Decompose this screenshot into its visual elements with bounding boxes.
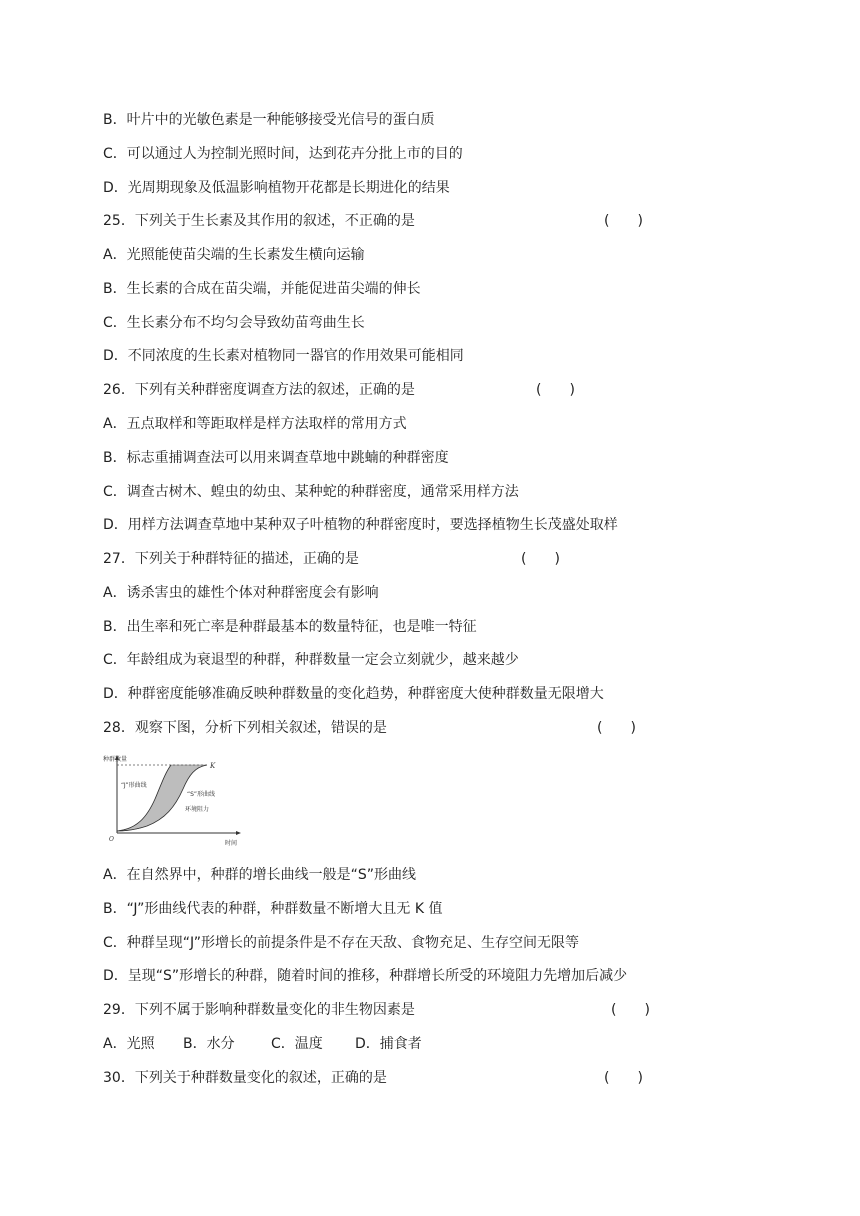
- option-28-a: A．在自然界中，种群的增长曲线一般是“S”形曲线: [103, 867, 416, 883]
- question-25: 25．下列关于生长素及其作用的叙述，不正确的是: [103, 213, 415, 229]
- question-28: 28．观察下图，分析下列相关叙述，错误的是: [103, 720, 387, 736]
- question-27: 27．下列关于种群特征的描述，正确的是: [103, 551, 359, 567]
- answer-paren-29: ( ): [611, 1002, 650, 1018]
- option-29-b: B．水分: [183, 1036, 235, 1052]
- y-axis-label: 种群数量: [103, 756, 128, 763]
- option-29-c: C．温度: [271, 1036, 323, 1052]
- option-29-d: D．捕食者: [355, 1036, 422, 1052]
- option-29-a: A．光照: [103, 1036, 155, 1052]
- option-27-d: D．种群密度能够准确反映种群数量的变化趋势，种群密度大使种群数量无限增大: [103, 686, 604, 702]
- answer-paren-28: ( ): [597, 720, 636, 736]
- answer-paren-30: ( ): [604, 1070, 643, 1086]
- option-25-d: D．不同浓度的生长素对植物同一器官的作用效果可能相同: [103, 348, 464, 364]
- line-c-flower-market: C．可以通过人为控制光照时间，达到花卉分批上市的目的: [103, 146, 463, 162]
- option-26-b: B．标志重捕调查法可以用来调查草地中跳蝻的种群密度: [103, 450, 449, 466]
- population-growth-figure: [103, 751, 243, 847]
- question-29: 29．下列不属于影响种群数量变化的非生物因素是: [103, 1002, 415, 1018]
- options-29: [103, 1035, 422, 1053]
- origin-label: O: [109, 836, 114, 843]
- option-26-a: A．五点取样和等距取样是样方法取样的常用方式: [103, 416, 407, 432]
- environmental-resistance-area: [117, 765, 210, 831]
- k-label: K: [210, 762, 216, 770]
- option-27-c: C．年龄组成为衰退型的种群，种群数量一定会立刻就少，越来越少: [103, 652, 519, 668]
- option-26-c: C．调查古树木、蝗虫的幼虫、某种蛇的种群密度，通常采用样方法: [103, 484, 519, 500]
- line-b-photosensitive: B．叶片中的光敏色素是一种能够接受光信号的蛋白质: [103, 112, 435, 128]
- s-curve-label: “S”形曲线: [187, 791, 216, 798]
- option-26-d: D．用样方法调查草地中某种双子叶植物的种群密度时，要选择植物生长茂盛处取样: [103, 517, 618, 533]
- option-28-c: C．种群呈现“J”形增长的前提条件是不存在天敌、食物充足、生存空间无限等: [103, 935, 579, 951]
- answer-paren-25: ( ): [604, 213, 643, 229]
- option-25-a: A．光照能使苗尖端的生长素发生横向运输: [103, 247, 365, 263]
- option-28-b: B．“J”形曲线代表的种群，种群数量不断增大且无 K 值: [103, 901, 443, 917]
- x-axis-arrow: [236, 831, 241, 835]
- answer-paren-26: ( ): [536, 382, 575, 398]
- line-d-photoperiod: D．光周期现象及低温影响植物开花都是长期进化的结果: [103, 180, 450, 196]
- x-axis-label: 时间: [225, 840, 238, 847]
- option-25-b: B．生长素的合成在苗尖端，并能促进苗尖端的伸长: [103, 281, 421, 297]
- question-26: 26．下列有关种群密度调查方法的叙述，正确的是: [103, 382, 415, 398]
- question-30: 30．下列关于种群数量变化的叙述，正确的是: [103, 1070, 387, 1086]
- option-27-a: A．诱杀害虫的雄性个体对种群密度会有影响: [103, 585, 379, 601]
- option-25-c: C．生长素分布不均匀会导致幼苗弯曲生长: [103, 315, 365, 331]
- option-28-d: D．呈现“S”形增长的种群，随着时间的推移，种群增长所受的环境阻力先增加后减少: [103, 968, 628, 984]
- environmental-resistance-label: 环境阻力: [185, 806, 210, 813]
- j-curve-label: “J”形曲线: [121, 782, 147, 789]
- option-27-b: B．出生率和死亡率是种群最基本的数量特征，也是唯一特征: [103, 619, 477, 635]
- answer-paren-27: ( ): [521, 551, 560, 567]
